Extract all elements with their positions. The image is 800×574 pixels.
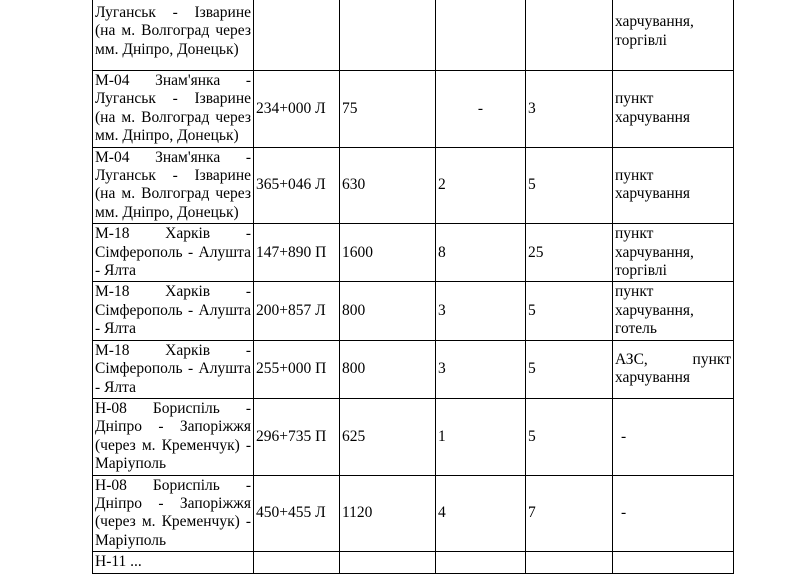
km-cell: 200+857 Л [254,282,340,340]
left-count-cell: 2 [436,147,526,224]
service-line: пункт [615,90,654,108]
services-cell [613,147,734,224]
area-cell: 75 [340,71,436,148]
area-cell: 800 [340,340,436,398]
road-line: М-18 Харків - [95,283,251,301]
road-line: Н-08 Бориспіль - [95,399,251,417]
table-row [93,552,734,573]
table-row [93,71,734,148]
road-line: - Ялта [95,262,136,280]
road-line: (через м. Кременчук) - [95,436,251,454]
services-cell [613,282,734,340]
service-line: торгівлі [615,262,667,280]
road-line: Н-11 ... [95,553,142,571]
road-line: Луганськ - Ізварине [95,167,251,185]
table-row [93,282,734,340]
km-cell: 234+000 Л [254,71,340,148]
left-count-cell: 1 [436,398,526,475]
service-line: харчування [615,185,691,203]
table-row [93,340,734,398]
road-line: Дніпро - Запоріжжя [95,418,251,436]
road-cell [93,224,254,282]
service-line: пункт [615,167,654,185]
road-line: М-04 Знам'янка - [95,148,251,166]
road-line: мм. Дніпро, Донецьк) [95,40,239,58]
table-row [93,398,734,475]
km-cell: 147+890 П [254,224,340,282]
road-line: - Ялта [95,320,136,338]
road-line: Луганськ - Ізварине [95,3,251,21]
right-count-cell: 5 [526,147,613,224]
left-count-cell: 3 [436,340,526,398]
road-cell [93,282,254,340]
services-cell [613,0,734,71]
road-line: Н-08 Бориспіль - [95,476,251,494]
services-cell [613,224,734,282]
service-line: АЗС, пункт [615,350,731,368]
road-line: Маріуполь [95,531,167,549]
service-objects-table [92,0,734,574]
table-row [93,475,734,552]
area-cell: 800 [340,282,436,340]
area-cell: 625 [340,398,436,475]
area-cell: 1120 [340,475,436,552]
km-cell [254,552,340,573]
services-cell [613,71,734,148]
service-line: харчування [615,108,691,126]
services-cell [613,552,734,573]
area-cell: 1600 [340,224,436,282]
road-line: Маріуполь [95,455,167,473]
service-line: харчування, [615,13,694,31]
right-count-cell: 7 [526,475,613,552]
services-cell [613,398,734,475]
road-line: мм. Дніпро, Донецьк) [95,203,239,221]
road-cell [93,340,254,398]
road-line: Дніпро - Запоріжжя [95,494,251,512]
road-line: М-04 Знам'янка - [95,72,251,89]
service-line: пункт [615,225,654,243]
right-count-cell: 5 [526,340,613,398]
road-line: Сімферополь - Алушта [95,360,251,378]
left-count-cell: 4 [436,475,526,552]
right-count-cell [526,552,613,573]
road-cell [93,475,254,552]
right-count-cell [526,0,613,71]
service-line: - [621,427,627,445]
left-count-cell: - [436,71,526,148]
service-line: - [621,504,627,522]
right-count-cell: 25 [526,224,613,282]
road-line: М-18 Харків - [95,341,251,359]
road-line: мм. Дніпро, Донецьк) [95,127,239,145]
road-line: (на м. Волгоград через [95,108,251,126]
km-cell: 255+000 П [254,340,340,398]
road-line: (на м. Волгоград через [95,185,251,203]
km-cell [254,0,340,71]
km-cell: 450+455 Л [254,475,340,552]
area-cell [340,552,436,573]
road-line: Луганськ - Ізварине [95,90,251,108]
left-count-cell: 3 [436,282,526,340]
road-line: - Ялта [95,378,136,396]
service-line: харчування [615,369,691,387]
right-count-cell: 3 [526,71,613,148]
service-line: торгівлі [615,31,667,49]
road-cell [93,147,254,224]
road-cell [93,552,254,573]
road-cell [93,0,254,71]
right-count-cell: 5 [526,282,613,340]
road-line: (через м. Кременчук) - [95,513,251,531]
table-body [93,0,734,573]
road-cell [93,71,254,148]
road-line: М-18 Харків - [95,225,251,243]
left-count-cell [436,0,526,71]
km-cell: 296+735 П [254,398,340,475]
service-line: харчування, [615,301,694,319]
service-line: харчування, [615,243,694,261]
road-line: Сімферополь - Алушта [95,243,251,261]
road-line: Сімферополь - Алушта [95,301,251,319]
table-row [93,0,734,71]
right-count-cell: 5 [526,398,613,475]
left-count-cell: 8 [436,224,526,282]
area-cell [340,0,436,71]
km-cell: 365+046 Л [254,147,340,224]
service-line: готель [615,320,657,338]
table-row [93,147,734,224]
road-cell [93,398,254,475]
table-row [93,224,734,282]
area-cell: 630 [340,147,436,224]
services-cell [613,340,734,398]
left-count-cell [436,552,526,573]
services-cell [613,475,734,552]
road-line: (на м. Волгоград через [95,22,251,40]
service-line: пункт [615,283,654,301]
